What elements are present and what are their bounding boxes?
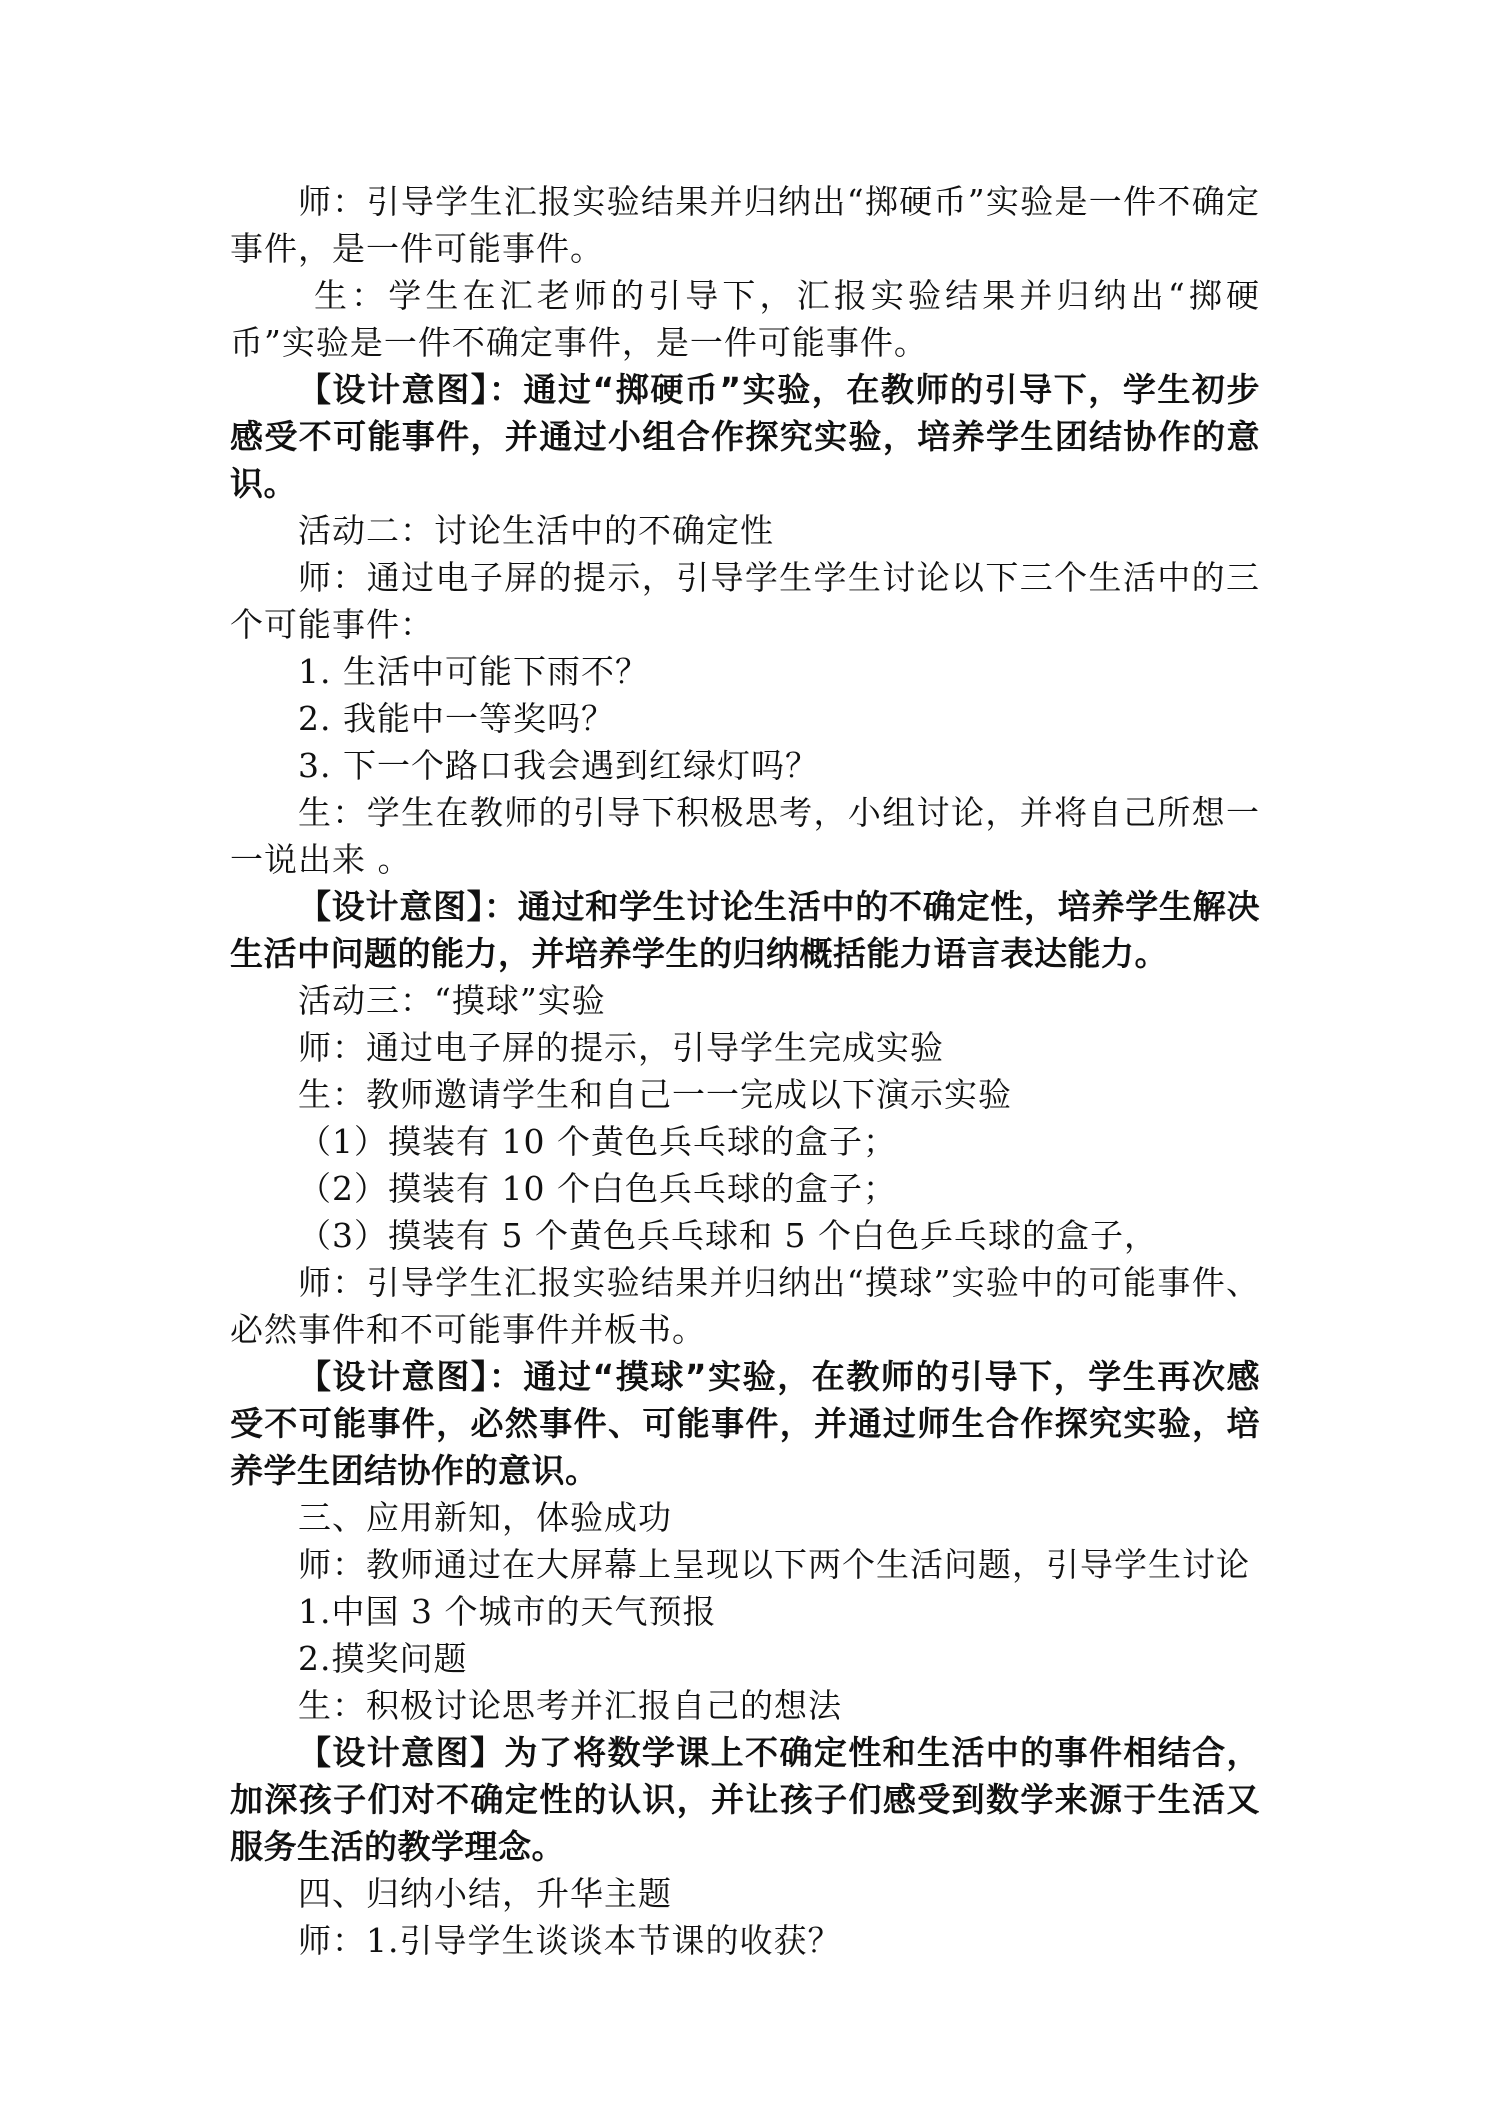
heading-section-four: 四、归纳小结，升华主题 xyxy=(298,1874,672,1913)
paragraph-design-intent-1: 【设计意图】：通过“掷硬币”实验，在教师的引导下，学生初步感受不可能事件，并通过小组合作探究实验，培养学生团结协作的意识。 xyxy=(230,370,1260,503)
heading-section-three: 三、应用新知，体验成功 xyxy=(298,1498,672,1537)
experiment-step-3: （3）摸装有 5 个黄色兵乓球和 5 个白色乒乓球的盒子， xyxy=(298,1216,1158,1255)
list-item-1: 1. 生活中可能下雨不？ xyxy=(298,652,649,691)
paragraph-student-coin-summary: 生：学生在汇老师的引导下，汇报实验结果并归纳出“掷硬币”实验是一件不确定事件，是一件可能事件。 xyxy=(230,276,1260,362)
paragraph-teacher-harvest: 师：1.引导学生谈谈本节课的收获？ xyxy=(298,1921,842,1960)
paragraph-design-intent-3: 【设计意图】：通过“摸球”实验，在教师的引导下，学生再次感受不可能事件，必然事件、可能事件，并通过师生合作探究实验，培养学生团结协作的意识。 xyxy=(230,1357,1260,1490)
paragraph-design-intent-4: 【设计意图】为了将数学课上不确定性和生活中的事件相结合，加深孩子们对不确定性的认识，并让孩子们感受到数学来源于生活又服务生活的教学理念。 xyxy=(230,1733,1260,1866)
list-item-2: 2. 我能中一等奖吗？ xyxy=(298,699,615,738)
paragraph-design-intent-2: 【设计意图】：通过和学生讨论生活中的不确定性，培养学生解决生活中问题的能力，并培养学生的归纳概括能力语言表达能力。 xyxy=(230,887,1260,973)
paragraph-student-report: 生：积极讨论思考并汇报自己的想法 xyxy=(298,1686,842,1725)
paragraph-teacher-ball-summary: 师：引导学生汇报实验结果并归纳出“摸球”实验中的可能事件、必然事件和不可能事件并板书。 xyxy=(230,1263,1260,1349)
paragraph-teacher-experiment: 师：通过电子屏的提示，引导学生完成实验 xyxy=(298,1028,944,1067)
list-item-3: 3. 下一个路口我会遇到红绿灯吗？ xyxy=(298,746,819,785)
heading-activity-three: 活动三：“摸球”实验 xyxy=(298,981,606,1020)
document-page xyxy=(230,178,1260,1964)
problem-item-2: 2.摸奖问题 xyxy=(298,1639,468,1678)
experiment-step-1: （1）摸装有 10 个黄色兵乓球的盒子； xyxy=(298,1122,897,1161)
paragraph-student-discussion: 生：学生在教师的引导下积极思考，小组讨论，并将自己所想一一说出来 。 xyxy=(230,793,1260,879)
heading-activity-two: 活动二：讨论生活中的不确定性 xyxy=(298,511,774,550)
paragraph-teacher-discussion: 师：通过电子屏的提示，引导学生学生讨论以下三个生活中的三个可能事件： xyxy=(230,558,1260,644)
experiment-step-2: （2）摸装有 10 个白色兵乓球的盒子； xyxy=(298,1169,897,1208)
problem-item-1: 1.中国 3 个城市的天气预报 xyxy=(298,1592,717,1631)
paragraph-student-experiment: 生：教师邀请学生和自己一一完成以下演示实验 xyxy=(298,1075,1012,1114)
paragraph-teacher-coin-summary: 师：引导学生汇报实验结果并归纳出“掷硬币”实验是一件不确定事件，是一件可能事件。 xyxy=(230,182,1260,268)
paragraph-teacher-screen: 师：教师通过在大屏幕上呈现以下两个生活问题，引导学生讨论 xyxy=(298,1545,1250,1584)
